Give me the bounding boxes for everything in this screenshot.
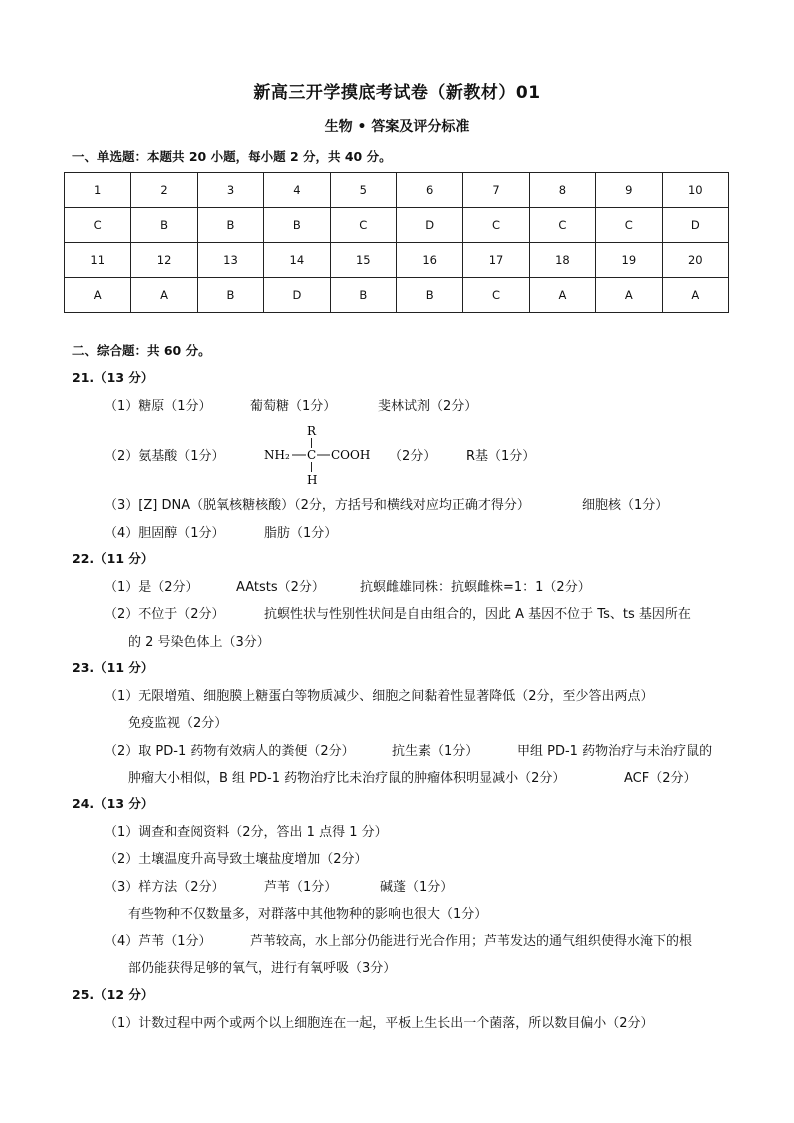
q24-number: 24.（13 分） [72, 796, 154, 811]
table-cell: 18 [529, 243, 595, 278]
answer-text: （2）氨基酸（1分） [104, 449, 225, 464]
answer-text: （4）芦苇（1分） [104, 934, 212, 949]
q23-line-1: （1）无限增殖、细胞膜上糖蛋白等物质减少、细胞之间黏着性显著降低（2分，至少答出两点） [104, 689, 654, 704]
table-cell: D [396, 208, 462, 243]
q24-line-2: （2）土壤温度升高导致土壤盐度增加（2分） [104, 852, 368, 867]
q23-line-2: 免疫监视（2分） [128, 716, 228, 731]
q23-line-4 [128, 767, 697, 786]
answer-text: （1）糖原（1分） [104, 399, 212, 414]
answer-text: （1）是（2分） [104, 580, 199, 595]
answer-text: 抗螟性状与性别性状间是自由组合的，因此 A 基因不位于 Ts、ts 基因所在 [264, 607, 691, 622]
section-2-heading: 二、综合题：共 60 分。 [72, 343, 211, 358]
chem-r-group: R [307, 424, 317, 438]
table-cell: 8 [529, 173, 595, 208]
table-cell: 6 [396, 173, 462, 208]
answer-text: 碱蓬（1分） [380, 880, 454, 895]
answer-text: 抗生素（1分） [392, 744, 479, 759]
answer-text: （2分） [389, 449, 437, 464]
answer-text: 细胞核（1分） [582, 498, 669, 513]
table-row [65, 278, 729, 313]
table-cell: 17 [463, 243, 529, 278]
answer-text: （3）样方法（2分） [104, 880, 225, 895]
table-cell: C [330, 208, 396, 243]
answer-text: （4）胆固醇（1分） [104, 526, 225, 541]
document-subtitle: 生物 • 答案及评分标准 [324, 119, 470, 135]
chem-carbon: C [307, 448, 317, 462]
answer-text: 脂肪（1分） [264, 526, 338, 541]
table-cell: B [264, 208, 330, 243]
table-cell: B [131, 208, 197, 243]
answer-text: 葡萄糖（1分） [250, 399, 337, 414]
table-cell: 3 [197, 173, 263, 208]
q24-line-4: 有些物种不仅数量多，对群落中其他物种的影响也很大（1分） [128, 907, 488, 922]
q22-line-3: 的 2 号染色体上（3分） [128, 635, 270, 650]
table-row [65, 173, 729, 208]
chem-amino-group: NH₂ [264, 448, 290, 462]
answer-text: AAtsts（2分） [236, 580, 325, 595]
amino-acid-structure [262, 422, 382, 488]
q21-line-3 [104, 494, 668, 513]
answer-text: 肿瘤大小相似，B 组 PD-1 药物治疗比未治疗鼠的肿瘤体积明显减小（2分） [128, 771, 566, 786]
table-cell: C [463, 278, 529, 313]
table-cell: B [197, 278, 263, 313]
table-cell: 15 [330, 243, 396, 278]
table-cell: 1 [65, 173, 131, 208]
table-cell: 20 [662, 243, 728, 278]
table-cell: 16 [396, 243, 462, 278]
q22-line-2 [104, 603, 691, 622]
table-row [65, 243, 729, 278]
answer-text: （3）[Z] DNA（脱氧核糖核酸）（2分，方括号和横线对应均正确才得分） [104, 498, 530, 513]
table-cell: B [396, 278, 462, 313]
q25-number: 25.（12 分） [72, 987, 154, 1002]
table-cell: 13 [197, 243, 263, 278]
amino-acid-structure-diagram [262, 422, 382, 488]
answer-table [64, 172, 729, 313]
answer-text: 芦苇（1分） [264, 880, 338, 895]
table-cell: 12 [131, 243, 197, 278]
chem-carboxyl-group: COOH [331, 448, 371, 462]
answer-text: 甲组 PD-1 药物治疗与未治疗鼠的 [517, 744, 713, 759]
answer-text: （2）取 PD-1 药物有效病人的粪便（2分） [104, 744, 355, 759]
answer-text: R基（1分） [466, 449, 536, 464]
answer-text: 抗螟雌雄同株：抗螟雌株=1：1（2分） [360, 580, 591, 595]
section-1-heading: 一、单选题：本题共 20 小题，每小题 2 分，共 40 分。 [72, 149, 392, 164]
table-cell: 5 [330, 173, 396, 208]
answer-text: 芦苇较高，水上部分仍能进行光合作用；芦苇发达的通气组织使得水淹下的根 [250, 934, 693, 949]
document-title: 新高三开学摸底考试卷（新教材）01 [253, 83, 541, 103]
q24-line-6: 部仍能获得足够的氧气，进行有氧呼吸（3分） [128, 961, 397, 976]
table-cell: D [264, 278, 330, 313]
table-cell: B [197, 208, 263, 243]
answer-text: 斐林试剂（2分） [378, 399, 478, 414]
table-cell: 9 [596, 173, 662, 208]
table-cell: 10 [662, 173, 728, 208]
table-cell: C [596, 208, 662, 243]
q24-line-1: （1）调查和查阅资料（2分，答出 1 点得 1 分） [104, 825, 388, 840]
q21-number: 21.（13 分） [72, 370, 154, 385]
q24-line-3 [104, 876, 453, 895]
table-cell: 11 [65, 243, 131, 278]
table-cell: B [330, 278, 396, 313]
q24-line-5 [104, 930, 692, 949]
chem-hydrogen: H [307, 473, 318, 487]
table-cell: A [131, 278, 197, 313]
table-cell: 14 [264, 243, 330, 278]
table-cell: C [529, 208, 595, 243]
table-cell: 7 [463, 173, 529, 208]
answer-text: （2）不位于（2分） [104, 607, 225, 622]
table-cell: A [65, 278, 131, 313]
q22-line-1 [104, 576, 591, 595]
table-cell: C [463, 208, 529, 243]
q23-number: 23.（11 分） [72, 660, 154, 675]
table-cell: C [65, 208, 131, 243]
q21-line-4 [104, 522, 337, 541]
table-cell: A [529, 278, 595, 313]
q23-line-3 [104, 740, 712, 759]
table-cell: A [662, 278, 728, 313]
table-cell: 4 [264, 173, 330, 208]
table-cell: 2 [131, 173, 197, 208]
table-row [65, 208, 729, 243]
q21-line-1 [104, 395, 477, 414]
table-cell: 19 [596, 243, 662, 278]
q25-line-1: （1）计数过程中两个或两个以上细胞连在一起，平板上生长出一个菌落，所以数目偏小（2分） [104, 1016, 654, 1031]
table-cell: A [596, 278, 662, 313]
table-cell: D [662, 208, 728, 243]
answer-text: ACF（2分） [624, 771, 697, 786]
q22-number: 22.（11 分） [72, 551, 154, 566]
